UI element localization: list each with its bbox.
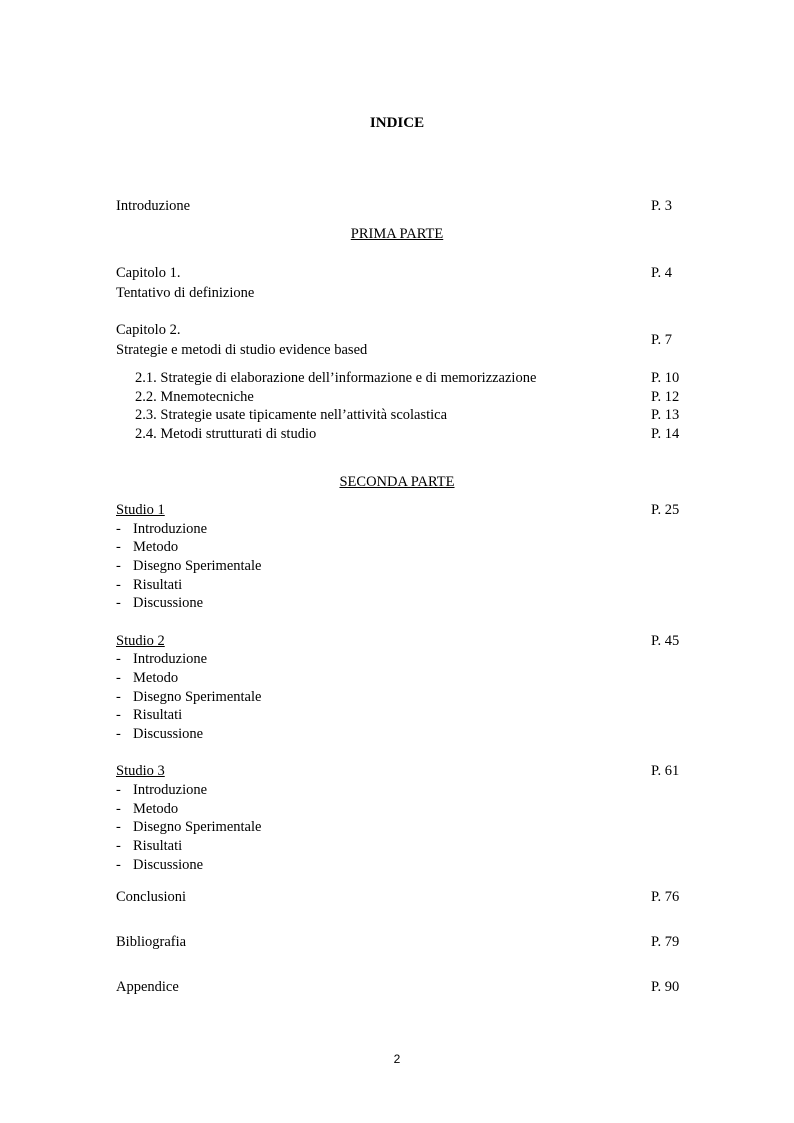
toc-page-2-1: P. 10 [651,370,680,386]
list-bullet: - [116,595,121,611]
toc-entry-capitolo-2[interactable]: Capitolo 2. [116,322,181,338]
list-bullet: - [116,857,121,873]
toc-entry-bibliografia[interactable]: Bibliografia [116,934,187,950]
list-bullet: - [116,521,121,537]
capitolo-2-subtitle: Strategie e metodi di studio evidence based [116,342,368,358]
list-item: Metodo [133,539,179,555]
prima-parte-heading: PRIMA PARTE [350,226,444,242]
list-bullet: - [116,558,121,574]
toc-entry-capitolo-1[interactable]: Capitolo 1. [116,265,181,281]
list-item: Discussione [133,595,204,611]
list-item: Introduzione [133,782,208,798]
toc-page-2-3: P. 13 [651,407,680,423]
list-bullet: - [116,838,121,854]
list-bullet: - [116,577,121,593]
toc-page-capitolo-2: P. 7 [651,332,672,348]
toc-page-appendice: P. 90 [651,979,680,995]
toc-page-2-2: P. 12 [651,389,680,405]
list-item: Metodo [133,670,179,686]
list-item: Introduzione [133,521,208,537]
list-bullet: - [116,726,121,742]
list-item: Risultati [133,707,183,723]
seconda-parte-heading: SECONDA PARTE [339,474,455,490]
list-item: Discussione [133,726,204,742]
list-item: Discussione [133,857,204,873]
list-item: Disegno Sperimentale [133,819,262,835]
list-bullet: - [116,782,121,798]
toc-page-capitolo-1: P. 4 [651,265,672,281]
toc-entry-introduzione[interactable]: Introduzione [116,198,191,214]
capitolo-1-subtitle: Tentativo di definizione [116,285,255,301]
toc-entry-appendice[interactable]: Appendice [116,979,179,995]
list-bullet: - [116,707,121,723]
list-bullet: - [116,689,121,705]
toc-entry-studio-2[interactable]: Studio 2 [116,633,165,649]
page-title: INDICE [369,115,425,131]
list-bullet: - [116,819,121,835]
list-item: Disegno Sperimentale [133,689,262,705]
list-bullet: - [116,801,121,817]
list-item: Metodo [133,801,179,817]
page-number: 2 [393,1052,401,1066]
toc-page-studio-2: P. 45 [651,633,680,649]
toc-section-2-4[interactable]: 2.4. Metodi strutturati di studio [135,426,317,442]
toc-entry-studio-3[interactable]: Studio 3 [116,763,165,779]
toc-page-bibliografia: P. 79 [651,934,680,950]
toc-page-studio-1: P. 25 [651,502,680,518]
toc-entry-conclusioni[interactable]: Conclusioni [116,889,187,905]
toc-page-studio-3: P. 61 [651,763,680,779]
toc-section-2-2[interactable]: 2.2. Mnemotecniche [135,389,254,405]
list-item: Introduzione [133,651,208,667]
list-bullet: - [116,539,121,555]
toc-page-conclusioni: P. 76 [651,889,680,905]
list-bullet: - [116,651,121,667]
toc-page-2-4: P. 14 [651,426,680,442]
list-item: Disegno Sperimentale [133,558,262,574]
toc-section-2-3[interactable]: 2.3. Strategie usate tipicamente nell’attività scolastica [135,407,448,423]
toc-page-introduzione: P. 3 [651,198,672,214]
toc-section-2-1[interactable]: 2.1. Strategie di elaborazione dell’informazione e di memorizzazione [135,370,537,386]
list-item: Risultati [133,838,183,854]
toc-entry-studio-1[interactable]: Studio 1 [116,502,165,518]
list-bullet: - [116,670,121,686]
list-item: Risultati [133,577,183,593]
